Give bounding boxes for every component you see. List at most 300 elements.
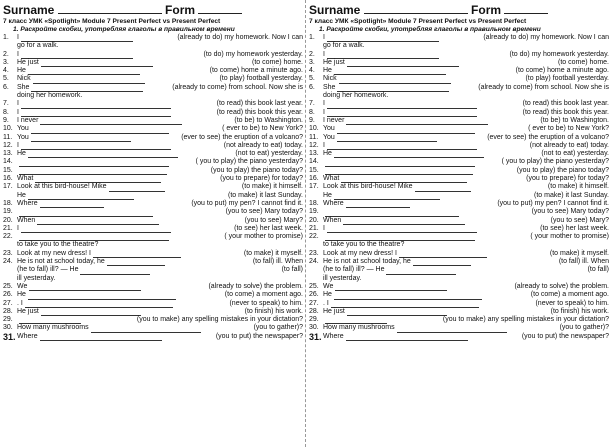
verb-hint: ( ever to be) to New York? xyxy=(528,125,609,133)
item-text xyxy=(17,291,303,299)
verb-hint: (not already to eat) today. xyxy=(529,141,609,149)
header-line xyxy=(309,3,609,17)
item-lead-text: ill yesterday. xyxy=(17,274,56,282)
exercise-line xyxy=(309,241,609,249)
answer-blank[interactable] xyxy=(80,268,150,275)
answer-blank[interactable] xyxy=(343,218,465,225)
item-text xyxy=(17,167,303,175)
answer-blank[interactable] xyxy=(93,251,181,258)
item-number: 22. xyxy=(309,233,319,241)
exercise-line xyxy=(309,308,609,316)
item-lead-text: Look at my new dress! I xyxy=(17,249,91,257)
exercise-line xyxy=(309,200,609,208)
verb-hint: (to make) it myself. xyxy=(549,249,609,257)
answer-blank[interactable] xyxy=(325,234,475,241)
exercise-line xyxy=(3,150,303,158)
exercise-line xyxy=(3,333,303,341)
item-number: 1. xyxy=(3,34,9,41)
item-text xyxy=(323,42,609,50)
item-lead-text: Where xyxy=(323,199,344,207)
verb-hint: (you to put) my pen? I cannot find it. xyxy=(497,199,609,207)
verb-hint: (to come) home. xyxy=(252,58,303,66)
item-text xyxy=(17,42,303,50)
exercise-line xyxy=(309,225,609,233)
verb-hint: (not to eat) yesterday. xyxy=(235,150,303,158)
item-lead-text: I xyxy=(17,108,19,116)
item-text xyxy=(17,275,303,283)
answer-blank[interactable] xyxy=(35,176,161,183)
exercise-line xyxy=(3,241,303,249)
item-number: 24. xyxy=(309,258,319,266)
item-text xyxy=(323,150,609,158)
answer-blank[interactable] xyxy=(325,168,473,175)
verb-hint: (you to put) the newspaper? xyxy=(215,332,303,340)
answer-blank[interactable] xyxy=(33,77,145,84)
surname-label: Surname xyxy=(309,3,361,17)
item-lead-text: . I xyxy=(17,299,23,307)
item-lead-text: What xyxy=(17,175,34,183)
item-lead-text: He is not at school today, he xyxy=(17,258,105,266)
worksheet-subtitle: 7 класс УМК «Spotlight» Module 7 Present Perfect vs Present Perfect xyxy=(3,18,221,25)
verb-hint: (to fall) xyxy=(281,266,303,274)
item-number: 12. xyxy=(3,141,13,149)
item-number: 3. xyxy=(3,58,9,66)
answer-blank[interactable] xyxy=(347,60,459,67)
answer-blank[interactable] xyxy=(335,284,447,291)
exercise-line xyxy=(3,109,303,117)
item-lead-text: You xyxy=(17,133,29,141)
verb-hint: (not already to eat) today. xyxy=(223,141,303,149)
answer-blank[interactable] xyxy=(40,334,162,341)
item-lead-text: You xyxy=(323,133,335,141)
exercise-line xyxy=(309,233,609,241)
item-lead-text: I never xyxy=(323,116,345,124)
verb-hint: (you to see) Mary? xyxy=(550,216,609,224)
answer-blank[interactable] xyxy=(41,309,141,316)
answer-blank[interactable] xyxy=(41,60,153,67)
answer-blank[interactable] xyxy=(347,309,447,316)
item-number: 28. xyxy=(3,307,13,315)
item-lead-text: Where xyxy=(323,332,344,340)
exercise-line xyxy=(309,158,609,166)
task-instruction: 1. Раскройте скобки, употребляя глаголы в правильном времени xyxy=(319,26,541,33)
item-text xyxy=(323,51,609,59)
exercise-line xyxy=(3,183,303,191)
item-lead-text: I xyxy=(17,224,19,232)
verb-hint: ( your mother to promise) xyxy=(224,233,303,241)
item-number: 21. xyxy=(309,224,319,232)
verb-hint: (you to see) Mary today? xyxy=(531,208,609,216)
answer-blank[interactable] xyxy=(91,326,201,333)
item-text xyxy=(17,34,303,42)
item-lead-text: Nick xyxy=(17,75,31,83)
item-text xyxy=(17,308,303,316)
verb-hint: (you to put) the newspaper? xyxy=(521,332,609,340)
exercise-line xyxy=(3,217,303,225)
verb-hint: (ever to see) the eruption of a volcano? xyxy=(181,133,303,141)
item-text xyxy=(323,333,609,341)
exercise-line xyxy=(309,300,609,308)
verb-hint: (already to come) from school. Now she is xyxy=(172,83,303,91)
answer-blank[interactable] xyxy=(107,259,165,266)
item-lead-text: (he to fall) ill? — He xyxy=(17,266,79,274)
exercise-line xyxy=(309,134,609,142)
verb-hint: (to make) it himself. xyxy=(241,183,303,191)
item-text xyxy=(323,225,609,233)
item-number: 26. xyxy=(309,291,319,299)
item-lead-text: How many mushrooms xyxy=(323,324,395,332)
answer-blank[interactable] xyxy=(21,226,171,233)
item-lead-text: You xyxy=(323,125,335,133)
item-text xyxy=(17,125,303,133)
verb-hint: (you to gather)? xyxy=(253,324,303,332)
exercise-line xyxy=(3,275,303,283)
item-lead-text: She xyxy=(17,83,30,91)
item-number: 8. xyxy=(3,108,9,116)
exercise-line xyxy=(3,158,303,166)
exercise-list xyxy=(3,34,303,341)
item-lead-text: to take you to the theatre? xyxy=(323,241,405,249)
answer-blank[interactable] xyxy=(399,251,487,258)
item-text xyxy=(323,283,609,291)
task-instruction: 1. Раскройте скобки, употребляя глаголы в правильном времени xyxy=(13,26,235,33)
item-text xyxy=(17,208,303,216)
item-lead-text: ill yesterday. xyxy=(323,274,362,282)
exercise-line xyxy=(3,125,303,133)
item-lead-text: What xyxy=(323,175,340,183)
item-text xyxy=(323,67,609,75)
answer-blank[interactable] xyxy=(327,143,477,150)
verb-hint: (to fall) xyxy=(587,266,609,274)
item-text xyxy=(17,324,303,332)
item-number: 14. xyxy=(3,158,13,166)
item-lead-text: I xyxy=(323,34,325,41)
exercise-line xyxy=(309,258,609,266)
answer-blank[interactable] xyxy=(334,293,482,300)
verb-hint: (to fall) ill. When xyxy=(252,258,303,266)
exercise-line xyxy=(3,225,303,233)
item-lead-text: He xyxy=(17,291,26,299)
exercise-line xyxy=(3,192,303,200)
item-text xyxy=(323,192,609,200)
item-number: 17. xyxy=(309,183,319,191)
answer-blank[interactable] xyxy=(37,218,159,225)
item-text xyxy=(17,51,303,59)
item-number: 30. xyxy=(3,324,13,332)
item-number: 25. xyxy=(309,282,319,290)
answer-blank[interactable] xyxy=(31,135,131,142)
exercise-line xyxy=(3,42,303,50)
item-number: 10. xyxy=(309,125,319,133)
answer-blank[interactable] xyxy=(346,201,410,208)
item-lead-text: Where xyxy=(17,332,38,340)
item-lead-text: I xyxy=(17,34,19,41)
exercise-line xyxy=(3,84,303,92)
item-text xyxy=(17,158,303,166)
exercise-line xyxy=(309,59,609,67)
answer-blank[interactable] xyxy=(325,317,387,324)
item-lead-text: We xyxy=(17,282,28,290)
verb-hint: (to come) home a minute ago. xyxy=(515,67,609,75)
item-text xyxy=(17,250,303,258)
worksheet-copy-left xyxy=(3,3,303,447)
verb-hint: (not to eat) yesterday. xyxy=(541,150,609,158)
surname-label: Surname xyxy=(3,3,55,17)
item-text xyxy=(17,258,303,266)
verb-hint: (you to see) Mary? xyxy=(244,216,303,224)
answer-blank[interactable] xyxy=(415,185,471,192)
item-lead-text: (he to fall) ill? — He xyxy=(323,266,385,274)
item-number: 4. xyxy=(3,67,9,75)
item-lead-text: He is not at school today, he xyxy=(323,258,411,266)
answer-blank[interactable] xyxy=(109,185,165,192)
verb-hint: (to play) football yesterday. xyxy=(525,75,609,83)
item-text xyxy=(323,125,609,133)
answer-blank[interactable] xyxy=(31,85,143,92)
answer-blank[interactable] xyxy=(40,118,182,125)
item-number: 31. xyxy=(3,331,16,342)
item-lead-text: I xyxy=(323,50,325,58)
verb-hint: ( ever to be) to New York? xyxy=(222,125,303,133)
item-number: 6. xyxy=(309,83,315,91)
item-lead-text: He xyxy=(323,150,332,158)
item-text xyxy=(323,175,609,183)
exercise-line xyxy=(309,192,609,200)
exercise-line xyxy=(309,117,609,125)
item-number: 8. xyxy=(309,108,315,116)
item-text xyxy=(17,100,303,108)
answer-blank[interactable] xyxy=(341,176,467,183)
item-lead-text: He just xyxy=(323,58,345,66)
answer-blank[interactable] xyxy=(346,334,468,341)
exercise-line xyxy=(3,51,303,59)
item-lead-text: Where xyxy=(17,199,38,207)
answer-blank[interactable] xyxy=(327,35,439,42)
exercise-line xyxy=(3,291,303,299)
answer-blank[interactable] xyxy=(19,210,153,217)
answer-blank[interactable] xyxy=(337,135,437,142)
exercise-line xyxy=(3,283,303,291)
item-number: 21. xyxy=(3,224,13,232)
item-lead-text: She xyxy=(323,83,336,91)
item-lead-text: doing her homework. xyxy=(17,92,83,100)
answer-blank[interactable] xyxy=(21,35,133,42)
answer-blank[interactable] xyxy=(28,193,134,200)
answer-blank[interactable] xyxy=(25,301,173,308)
answer-blank[interactable] xyxy=(334,68,446,75)
item-text xyxy=(323,324,609,332)
answer-blank[interactable] xyxy=(40,201,104,208)
item-number: 7. xyxy=(3,100,9,108)
verb-hint: (to finish) his work. xyxy=(550,307,609,315)
answer-blank[interactable] xyxy=(346,118,488,125)
item-number: 13. xyxy=(309,150,319,158)
answer-blank[interactable] xyxy=(334,193,440,200)
item-text xyxy=(17,175,303,183)
item-number: 29. xyxy=(3,316,13,324)
item-number: 14. xyxy=(309,158,319,166)
item-lead-text: to take you to the theatre? xyxy=(17,241,99,249)
item-number: 9. xyxy=(3,116,9,124)
item-lead-text: He xyxy=(17,67,26,75)
item-number: 1. xyxy=(309,34,315,41)
item-lead-text: Look at this bird-house! Mike xyxy=(17,183,107,191)
answer-blank[interactable] xyxy=(386,268,456,275)
verb-hint: (already to come) from school. Now she is xyxy=(478,83,609,91)
verb-hint: (ever to see) the eruption of a volcano? xyxy=(487,133,609,141)
item-text xyxy=(17,84,303,92)
item-text xyxy=(323,167,609,175)
item-text xyxy=(323,208,609,216)
answer-blank[interactable] xyxy=(413,259,471,266)
form-blank xyxy=(198,4,242,14)
verb-hint: (to read) this book last year. xyxy=(522,100,609,108)
exercise-line xyxy=(3,208,303,216)
item-number: 16. xyxy=(309,175,319,183)
exercise-line xyxy=(3,175,303,183)
answer-blank[interactable] xyxy=(31,127,169,134)
exercise-line xyxy=(309,109,609,117)
exercise-line xyxy=(309,250,609,258)
item-lead-text: He xyxy=(17,191,26,199)
answer-blank[interactable] xyxy=(28,68,140,75)
item-number: 24. xyxy=(3,258,13,266)
item-text xyxy=(17,316,303,324)
item-number: 7. xyxy=(309,100,315,108)
item-lead-text: He xyxy=(17,150,26,158)
surname-blank xyxy=(58,4,162,14)
answer-blank[interactable] xyxy=(397,326,507,333)
exercise-line xyxy=(309,183,609,191)
answer-blank[interactable] xyxy=(28,293,176,300)
exercise-line xyxy=(3,100,303,108)
answer-blank[interactable] xyxy=(21,102,171,109)
answer-blank[interactable] xyxy=(334,151,484,158)
exercise-line xyxy=(3,34,303,42)
item-text xyxy=(17,134,303,142)
verb-hint: (you to prepare) for today? xyxy=(526,175,609,183)
item-text xyxy=(323,291,609,299)
exercise-line xyxy=(3,134,303,142)
item-text xyxy=(17,225,303,233)
answer-blank[interactable] xyxy=(21,52,133,59)
item-lead-text: He just xyxy=(17,58,39,66)
answer-blank[interactable] xyxy=(21,143,171,150)
answer-blank[interactable] xyxy=(19,168,167,175)
verb-hint: (never to speak) to him. xyxy=(535,299,609,307)
item-lead-text: I xyxy=(323,108,325,116)
exercise-line xyxy=(309,283,609,291)
verb-hint: (already to solve) the problem. xyxy=(208,282,303,290)
answer-blank[interactable] xyxy=(327,52,439,59)
item-lead-text: He xyxy=(323,191,332,199)
verb-hint: (to be) to Washington. xyxy=(540,116,609,124)
surname-blank xyxy=(364,4,468,14)
item-number: 10. xyxy=(3,125,13,133)
item-text xyxy=(17,241,303,249)
header-line xyxy=(3,3,303,17)
item-text xyxy=(323,100,609,108)
answer-blank[interactable] xyxy=(29,284,141,291)
exercise-line xyxy=(3,117,303,125)
verb-hint: (to come) a moment ago. xyxy=(530,291,609,299)
item-number: 13. xyxy=(3,150,13,158)
item-text xyxy=(323,217,609,225)
item-text xyxy=(17,283,303,291)
item-number: 17. xyxy=(3,183,13,191)
verb-hint: (you to make) any spelling mistakes in your dictation? xyxy=(442,316,609,324)
exercise-line xyxy=(309,217,609,225)
item-number: 18. xyxy=(3,199,13,207)
item-lead-text: go for a walk. xyxy=(323,42,365,50)
verb-hint: (to make) it himself. xyxy=(547,183,609,191)
item-text xyxy=(323,300,609,308)
answer-blank[interactable] xyxy=(337,127,475,134)
verb-hint: (you to play) the piano today? xyxy=(210,166,303,174)
answer-blank[interactable] xyxy=(21,110,171,117)
item-number: 22. xyxy=(3,233,13,241)
answer-blank[interactable] xyxy=(19,160,169,167)
item-number: 31. xyxy=(309,331,322,342)
exercise-line xyxy=(3,200,303,208)
exercise-line xyxy=(309,266,609,274)
exercise-line xyxy=(3,258,303,266)
answer-blank[interactable] xyxy=(19,234,169,241)
item-text xyxy=(323,250,609,258)
exercise-line xyxy=(309,75,609,83)
exercise-list xyxy=(309,34,609,341)
item-text xyxy=(323,266,609,274)
item-text xyxy=(17,233,303,241)
item-text xyxy=(323,200,609,208)
answer-blank[interactable] xyxy=(337,85,449,92)
item-text xyxy=(323,308,609,316)
answer-blank[interactable] xyxy=(325,160,475,167)
cut-line-divider xyxy=(305,0,307,447)
item-text xyxy=(17,217,303,225)
verb-hint: (to finish) his work. xyxy=(244,307,303,315)
exercise-line xyxy=(3,75,303,83)
item-text xyxy=(17,300,303,308)
item-text xyxy=(323,158,609,166)
answer-blank[interactable] xyxy=(327,102,477,109)
verb-hint: (already to do) my homework. Now I can xyxy=(483,34,609,41)
item-text xyxy=(17,266,303,274)
answer-blank[interactable] xyxy=(325,210,459,217)
answer-blank[interactable] xyxy=(19,317,81,324)
answer-blank[interactable] xyxy=(339,77,451,84)
answer-blank[interactable] xyxy=(28,151,178,158)
item-lead-text: When xyxy=(323,216,342,224)
item-text xyxy=(323,92,609,100)
item-text xyxy=(17,109,303,117)
item-number: 30. xyxy=(309,324,319,332)
item-lead-text: go for a walk. xyxy=(17,42,59,50)
item-lead-text: I xyxy=(323,141,325,149)
item-text xyxy=(17,59,303,67)
answer-blank[interactable] xyxy=(331,301,479,308)
exercise-line xyxy=(309,291,609,299)
answer-blank[interactable] xyxy=(327,226,477,233)
item-text xyxy=(323,258,609,266)
exercise-line xyxy=(3,67,303,75)
answer-blank[interactable] xyxy=(327,110,477,117)
item-lead-text: I xyxy=(17,141,19,149)
exercise-line xyxy=(309,92,609,100)
item-number: 23. xyxy=(309,249,319,257)
item-number: 19. xyxy=(309,208,319,216)
verb-hint: (to be) to Washington. xyxy=(234,116,303,124)
